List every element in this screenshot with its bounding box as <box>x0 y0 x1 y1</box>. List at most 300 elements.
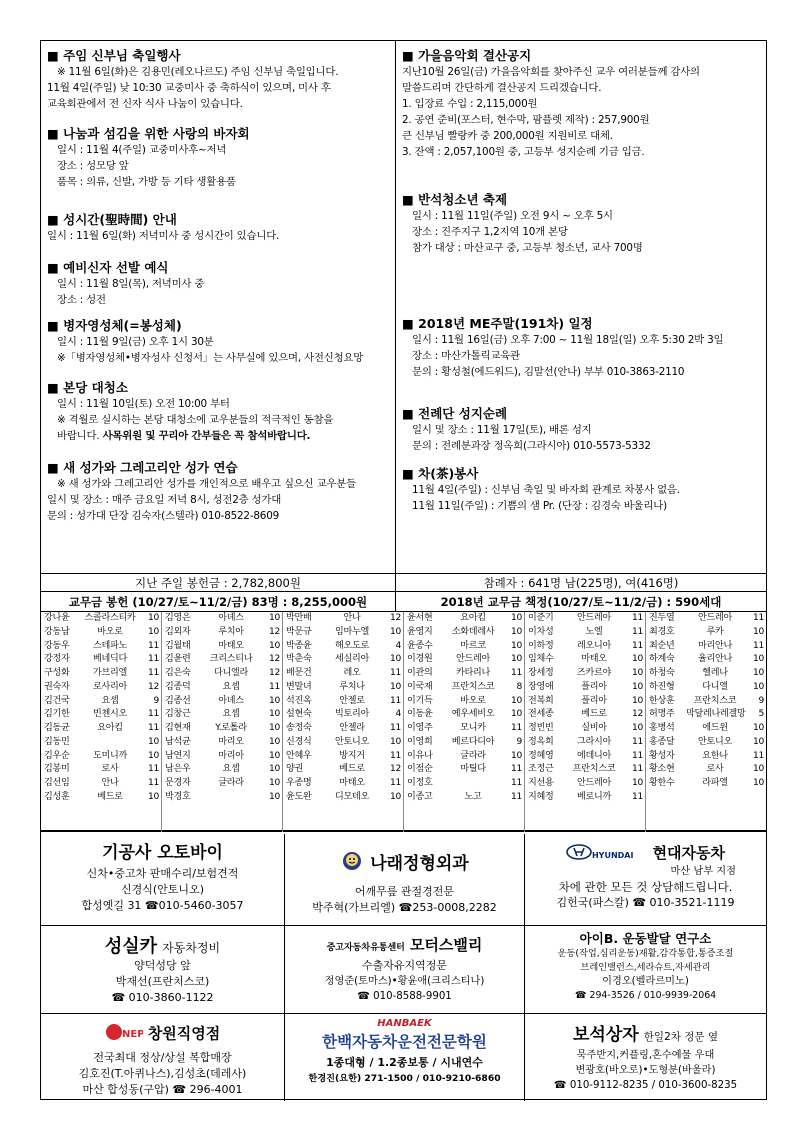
month-count: 11 <box>511 764 522 775</box>
baptismal-name: 안젤라 <box>339 723 365 733</box>
month-count: 11 <box>632 626 643 637</box>
ad-line: 묵주반지,커플링,혼수예물 우대 <box>576 1050 715 1061</box>
month-count: 10 <box>511 709 522 720</box>
notice-text: ※ 새 성가와 그레고리안 성가를 개인적으로 배우고 싶으신 교우분들 <box>57 478 356 490</box>
table-row <box>646 736 766 750</box>
donor-name: 이동윤 <box>407 709 433 720</box>
table-row <box>404 695 524 709</box>
month-count: 10 <box>511 750 522 761</box>
table-row <box>162 695 282 709</box>
baptismal-name: 라파엘 <box>702 778 728 788</box>
donor-name: 김봉미 <box>44 764 70 775</box>
month-count: 12 <box>269 626 280 637</box>
table-row <box>41 763 161 777</box>
month-count: 10 <box>269 640 280 651</box>
ad-line: ☎ 010-3860-1122 <box>111 991 214 1004</box>
notice-title: ■ 나눔과 섬김을 위한 사랑의 바자회 <box>47 126 250 141</box>
ad-line: 정영준(토마스)•황윤애(크리스티나) <box>324 976 485 987</box>
baptismal-name: 마태오 <box>218 640 244 651</box>
table-row <box>41 722 161 736</box>
table-row <box>404 763 524 777</box>
baptismal-name: 헬레나 <box>702 668 728 678</box>
month-count: 10 <box>269 695 280 706</box>
table-row <box>525 736 645 750</box>
month-count: 11 <box>148 723 159 733</box>
baptismal-name: 모니카 <box>460 723 486 733</box>
month-count: 10 <box>390 791 401 802</box>
baptismal-name: 프란치스코 <box>693 695 737 706</box>
donor-name: 윤종수 <box>407 640 433 651</box>
notice-text: 일시 : 11월 10일(토) 오전 10:00 부터 <box>57 398 230 410</box>
table-row <box>404 653 524 667</box>
notice-line <box>47 412 392 428</box>
notice-line <box>402 128 763 144</box>
donor-name: 남연지 <box>165 750 191 761</box>
ad-line: 마산 합성동(구압) ☎ 296-4001 <box>82 1083 243 1096</box>
ad-line: ☎ 294-3526 / 010-9939-2064 <box>574 990 717 1001</box>
month-count: 5 <box>758 709 764 720</box>
table-row <box>646 612 766 626</box>
table-row <box>283 750 403 764</box>
month-count: 10 <box>753 764 764 775</box>
table-row <box>283 626 403 640</box>
donor-name: 강동남 <box>44 626 70 637</box>
ad-title: 성실카 <box>104 936 158 957</box>
table-row <box>41 695 161 709</box>
month-count: 10 <box>753 626 764 637</box>
month-count: 11 <box>269 681 280 692</box>
ad-motor-development <box>525 926 766 1014</box>
baptismal-name: 안나 <box>343 613 361 623</box>
baptismal-name: 빅토리아 <box>335 709 369 720</box>
donor-name: 배문건 <box>286 668 312 678</box>
baptismal-name: 스테파노 <box>93 640 127 651</box>
donor-name: 허명주 <box>649 709 675 720</box>
baptismal-name: 빈첸시오 <box>93 709 127 720</box>
donor-name: 송정숙 <box>286 723 312 733</box>
ad-line: 이경오(벨라르미노) <box>602 976 689 987</box>
donor-name: 신경식 <box>286 736 312 747</box>
baptismal-name: 베로니까 <box>577 791 611 802</box>
bulletin-page <box>40 40 767 1100</box>
month-count: 11 <box>390 668 401 678</box>
baptismal-name: 요셉 <box>222 709 240 720</box>
month-count: 11 <box>753 750 764 761</box>
notice-title: ■ 반석청소년 축제 <box>402 192 508 207</box>
baptismal-name: 바오로 <box>97 626 123 637</box>
donor-name: 정빈빈 <box>528 723 554 733</box>
month-count: 10 <box>753 681 764 692</box>
month-count: 11 <box>632 736 643 747</box>
month-count: 9 <box>758 695 764 706</box>
notice-line <box>402 224 763 240</box>
notice-title: ■ 성시간(聖時間) 안내 <box>47 212 177 227</box>
donor-name: 강정자 <box>44 654 70 665</box>
baptismal-name: 글라라 <box>218 778 244 788</box>
notice-line <box>47 350 392 366</box>
month-count: 12 <box>390 764 401 775</box>
notice-emphasis: 사목위원 및 꾸리아 간부들은 꼭 참석바랍니다. <box>102 430 311 442</box>
table-row <box>404 750 524 764</box>
table-row <box>525 653 645 667</box>
mascot-icon <box>340 848 364 880</box>
month-count: 10 <box>511 640 522 651</box>
baptismal-name: 안드레아 <box>577 613 611 623</box>
baptismal-name: 마태오 <box>339 778 365 788</box>
ad-title: 창원직영점 <box>147 1024 221 1043</box>
table-row <box>646 791 766 805</box>
notice-text: 1. 입장료 수입 : 2,115,000원 <box>402 98 538 110</box>
notice-line <box>402 64 763 80</box>
baptismal-name: 도미니까 <box>93 750 127 761</box>
ad-title: 한백자동차운전전문학원 <box>322 1033 487 1051</box>
month-count: 11 <box>632 640 643 651</box>
notice-section <box>402 465 763 514</box>
notice-title: ■ 가을음악회 결산공지 <box>402 48 532 63</box>
baptismal-name: 즈카르야 <box>577 668 611 678</box>
grid-column <box>646 612 766 832</box>
notice-line <box>402 144 763 160</box>
notice-line <box>47 158 392 174</box>
month-count: 9 <box>153 695 159 706</box>
notice-text: 일시 및 장소 : 매주 금요일 저녁 8시, 성전2층 성가대 <box>47 494 282 506</box>
baptismal-name: 안토니오 <box>335 736 369 747</box>
baptismal-name: 마리아 <box>218 750 244 761</box>
donor-name: 석진옥 <box>286 695 312 706</box>
notice-text: 장소 : 마산가톨릭교육관 <box>412 350 520 362</box>
notice-line <box>402 438 763 454</box>
donor-name: 장세정 <box>528 668 554 678</box>
baptismal-name: 플리아 <box>581 681 607 692</box>
ad-title: 기공사 오토바이 <box>102 843 223 863</box>
notice-text: 3. 잔액 : 2,057,100원 중, 고등부 성지순례 기금 입금. <box>402 146 645 158</box>
ad-motors-valley <box>285 926 525 1014</box>
notice-line <box>402 96 763 112</box>
table-row <box>162 736 282 750</box>
notice-text: ※ 격월로 실시하는 본당 대청소에 교우분들의 적극적인 동참을 <box>57 414 334 426</box>
donor-name: 양권 <box>286 764 303 775</box>
ad-line: 박재선(프란치스코) <box>115 975 210 988</box>
month-count: 10 <box>753 723 764 733</box>
donor-name: 박종윤 <box>286 640 312 651</box>
ad-line: 브레인밸런스,세라슈트,자세관리 <box>580 962 711 973</box>
offering-summary: 지난 주일 봉헌금 : 2,782,800원 <box>41 574 396 592</box>
table-row <box>283 763 403 777</box>
donor-name: 김종선 <box>165 695 191 706</box>
baptismal-name: 마틸다 <box>460 764 486 775</box>
ad-car-repair <box>41 926 285 1014</box>
month-count: 10 <box>390 626 401 637</box>
notice-title: ■ 차(茶)봉사 <box>402 466 479 481</box>
notice-line <box>402 348 763 364</box>
notice-title: ■ 병자영성체(=봉성체) <box>47 318 182 333</box>
donor-name: 이준기 <box>528 613 554 623</box>
baptismal-name: 실비아 <box>581 723 607 733</box>
baptismal-name: 요셉 <box>101 695 119 706</box>
baptismal-name: 안토니오 <box>698 736 732 747</box>
ad-motorcycle <box>41 834 285 926</box>
month-count: 10 <box>269 709 280 720</box>
donor-name: 윤영지 <box>407 626 433 637</box>
donor-name: 강나윤 <box>44 613 70 623</box>
donor-name: 이경원 <box>407 654 433 665</box>
donor-name: 김동균 <box>44 723 70 733</box>
donor-name: 이유나 <box>407 750 433 761</box>
table-row <box>283 640 403 654</box>
ad-title: 모터스밸리 <box>409 936 483 954</box>
month-count: 4 <box>395 640 401 651</box>
donor-name: 최경호 <box>649 626 675 637</box>
ad-line: 마산 남부 지점 <box>670 865 736 877</box>
table-row <box>646 695 766 709</box>
notice-text: 일시 : 11월 4(주일) 교중미사후~저녁 <box>57 144 227 156</box>
table-row <box>525 777 645 791</box>
baptismal-name: 노고 <box>464 791 482 802</box>
donor-name: 전복희 <box>528 695 554 706</box>
donor-name: 김건국 <box>44 695 70 706</box>
ad-orthopedic <box>285 834 525 926</box>
month-count: 12 <box>390 613 401 623</box>
notice-text: 2. 공연 준비(포스터, 현수막, 팜플렛 제작) : 257,900원 <box>402 114 650 126</box>
ad-line: 양덕성당 앞 <box>134 959 191 972</box>
donor-name: 윤서현 <box>407 613 433 623</box>
table-row <box>404 640 524 654</box>
donor-name: 김외자 <box>165 626 191 637</box>
table-row <box>162 612 282 626</box>
donor-name: 하진형 <box>649 681 675 692</box>
grid-column <box>525 612 646 832</box>
table-row <box>41 791 161 805</box>
baptismal-name: 레오니아 <box>577 640 611 651</box>
notice-line <box>402 240 763 256</box>
month-count: 12 <box>269 654 280 665</box>
month-count: 11 <box>511 668 522 678</box>
hanbaek-logo: HANBAEK <box>377 1018 432 1029</box>
baptismal-name: 요아킴 <box>97 723 123 733</box>
baptismal-name: Y.로톨라 <box>215 723 247 733</box>
baptismal-name: 안드레아 <box>577 778 611 788</box>
notice-text: 말씀드리며 간단하게 결산공지 드리겠습니다. <box>402 82 602 94</box>
table-row <box>41 612 161 626</box>
baptismal-name: 다니엘라 <box>214 668 248 678</box>
tithe-plan-header: 2018년 교무금 책정(10/27/토~11/2/금) : 590세대 <box>396 592 766 612</box>
donor-name: 구성화 <box>44 668 70 678</box>
baptismal-name: 안드레아 <box>698 613 732 623</box>
table-row <box>41 653 161 667</box>
notice-section <box>402 405 763 454</box>
donor-name: 김종덕 <box>165 681 191 692</box>
announcements <box>41 41 766 574</box>
notice-line <box>47 142 392 158</box>
baptismal-name: 임마누엘 <box>335 626 369 637</box>
table-row <box>283 791 403 805</box>
table-row <box>41 708 161 722</box>
table-row <box>283 681 403 695</box>
notice-section <box>47 317 392 366</box>
month-count: 11 <box>632 791 643 802</box>
notice-title: ■ 전례단 성지순례 <box>402 406 508 421</box>
baptismal-name: 로사리아 <box>93 681 127 692</box>
notice-text: 일시 : 11월 6일(화) 저녁미사 중 성시간이 있습니다. <box>47 230 280 242</box>
donor-name: 한상훈 <box>649 695 675 706</box>
notice-section <box>47 379 392 444</box>
month-count: 10 <box>511 695 522 706</box>
month-count: 11 <box>148 668 159 678</box>
notice-line <box>47 228 392 244</box>
ad-line: 합성옛길 31 ☎010-5460-3057 <box>81 899 244 912</box>
donor-name: 설현숙 <box>286 709 312 720</box>
ad-line: 전국최대 정상/상설 복합매장 <box>93 1051 232 1064</box>
donor-name: 박경호 <box>165 791 191 802</box>
table-row <box>283 736 403 750</box>
donor-name: 김현재 <box>165 723 191 733</box>
table-row <box>162 640 282 654</box>
baptismal-name: 크리스티나 <box>209 654 253 665</box>
notice-text: ※「병자영성체•병자성사 신청서」는 사무실에 있으며, 사전신청요망 <box>57 352 364 364</box>
notice-line <box>402 80 763 96</box>
month-count: 11 <box>632 764 643 775</box>
table-row <box>525 681 645 695</box>
donor-name: 이국재 <box>407 681 433 692</box>
tithe-grid <box>41 612 766 832</box>
baptismal-name: 요셉 <box>222 681 240 692</box>
month-count: 10 <box>632 668 643 678</box>
donor-name: 이종고 <box>407 791 433 802</box>
baptismal-name: 로사 <box>706 764 724 775</box>
ad-jewelry <box>525 1014 766 1101</box>
donor-name: 김월태 <box>165 640 191 651</box>
ad-line: 차에 관한 모든 것 상담해드립니다. <box>558 879 733 894</box>
month-count: 11 <box>390 778 401 788</box>
month-count: 11 <box>390 695 401 706</box>
notice-text: 문의 : 전례분과장 정옥희(그라시아) 010-5573-5332 <box>412 440 651 452</box>
baptismal-name: 세실리아 <box>335 654 369 665</box>
notice-line <box>402 422 763 438</box>
donor-name: 황성자 <box>649 750 675 761</box>
month-count: 11 <box>632 613 643 623</box>
month-count: 11 <box>390 750 401 761</box>
cnep-logo <box>105 1022 143 1046</box>
donor-name: 남은우 <box>165 764 191 775</box>
donor-name: 이차성 <box>528 626 554 637</box>
donor-name: 강동우 <box>44 640 70 651</box>
baptismal-name: 다니엘 <box>702 681 728 692</box>
notice-line <box>47 64 392 80</box>
month-count: 9 <box>516 736 522 747</box>
donor-name: 안혜우 <box>286 750 312 761</box>
donor-name: 김성훈 <box>44 791 70 802</box>
notice-text: 교육회관에서 전 신자 식사 나눔이 있습니다. <box>47 98 243 110</box>
grid-column <box>41 612 162 832</box>
month-count: 10 <box>632 778 643 788</box>
ad-line: 수출자유지역정문 <box>361 959 447 972</box>
table-row <box>162 791 282 805</box>
month-count: 10 <box>632 723 643 733</box>
ad-line: 김호진(T.아퀴나스),김성초(데레사) <box>78 1067 247 1080</box>
notice-line <box>402 208 763 224</box>
donor-name: 이정호 <box>407 778 433 788</box>
month-count: 10 <box>753 778 764 788</box>
table-row <box>41 667 161 681</box>
notice-line <box>47 96 392 112</box>
month-count: 10 <box>148 613 159 623</box>
table-row <box>404 791 524 805</box>
notice-text: 큰 신부님 빨랑카 중 200,000원 지원비로 대체. <box>402 130 613 142</box>
month-count: 11 <box>753 640 764 651</box>
table-row <box>283 708 403 722</box>
month-count: 11 <box>148 778 159 788</box>
donor-name: 최순년 <box>649 640 675 651</box>
baptismal-name: 그라시아 <box>577 736 611 747</box>
donor-name: 김창근 <box>165 709 191 720</box>
donor-name: 홍종달 <box>649 736 675 747</box>
table-row <box>162 708 282 722</box>
table-row <box>646 750 766 764</box>
table-row <box>404 681 524 695</box>
baptismal-name: 스콜라스티카 <box>84 613 136 623</box>
baptismal-name: 안나 <box>101 778 119 788</box>
grid-column <box>283 612 404 832</box>
month-count: 11 <box>390 723 401 733</box>
svg-text:NEP: NEP <box>121 1029 143 1040</box>
donor-name: 박춘숙 <box>286 654 312 665</box>
notice-title: ■ 주임 신부님 축일행사 <box>47 48 181 63</box>
table-row <box>283 667 403 681</box>
baptismal-name: 방지거 <box>339 750 365 761</box>
donor-name: 지선용 <box>528 778 554 788</box>
notice-line <box>47 80 392 96</box>
baptismal-name: 플리아 <box>581 695 607 706</box>
baptismal-name: 마리안나 <box>698 640 732 651</box>
baptismal-name: 에데니아 <box>577 750 611 761</box>
notice-text: 장소 : 진주지구 1,2지역 10개 본당 <box>412 226 568 238</box>
notice-section <box>47 259 392 308</box>
ad-line: 운동(작업,심리운동)재활,감각통합,통증조절 <box>557 948 734 959</box>
donor-name: 김동민 <box>44 736 70 747</box>
donor-name: 이영희 <box>407 736 433 747</box>
month-count: 11 <box>148 764 159 775</box>
baptismal-name: 로사 <box>101 764 119 775</box>
donor-name: 황소현 <box>649 764 675 775</box>
month-count: 11 <box>753 613 764 623</box>
notice-section <box>47 459 392 524</box>
donor-name: 전세종 <box>528 709 554 720</box>
table-row <box>404 736 524 750</box>
month-count: 10 <box>632 654 643 665</box>
ad-driving-school <box>285 1014 525 1101</box>
donor-name: 이관의 <box>407 668 433 678</box>
donor-name: 남석균 <box>165 736 191 747</box>
baptismal-name: 요셉 <box>222 764 240 775</box>
donor-name: 우종명 <box>286 778 312 788</box>
baptismal-name: 프란치스코 <box>451 681 495 692</box>
month-count: 10 <box>269 791 280 802</box>
donor-name: 이기득 <box>407 695 433 706</box>
ad-line: 어깨무릎 관절경전문 <box>354 885 455 898</box>
donor-name: 정혜영 <box>528 750 554 761</box>
tithe-header: 교무금 봉헌 (10/27/토~11/2/금) 83명 : 8,255,000원 <box>41 592 396 612</box>
notice-text: 11월 4일(주일) : 신부님 축일 및 바자회 관계로 차봉사 없음. <box>412 484 680 496</box>
table-row <box>162 763 282 777</box>
notice-text: 일시 : 11월 9일(금) 오후 1시 30분 <box>57 336 214 348</box>
ad-title: 아이B. 운동발달 연구소 <box>579 931 712 946</box>
notice-line <box>47 276 392 292</box>
table-row <box>525 626 645 640</box>
month-count: 10 <box>148 791 159 802</box>
notice-line <box>402 332 763 348</box>
notice-text: 장소 : 성모당 앞 <box>57 160 129 172</box>
baptismal-name: 요한나 <box>702 750 728 761</box>
